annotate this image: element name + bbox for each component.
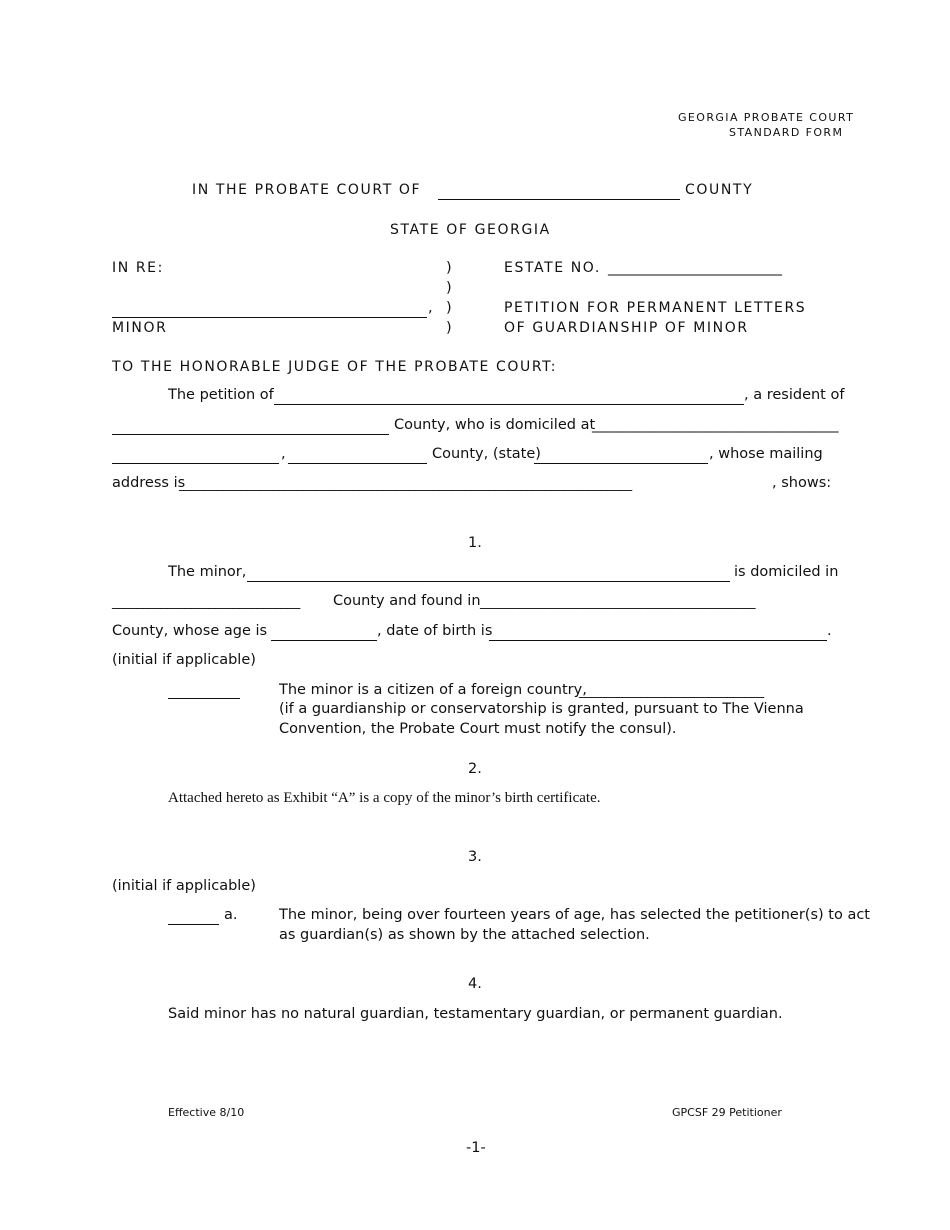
selection-initial-field[interactable]	[168, 924, 219, 925]
court-header-line1: GEORGIA PROBATE COURT	[678, 111, 855, 124]
intro-comma: ,	[281, 446, 286, 462]
selection-line1: The minor, being over fourteen years of age, has selected the petitioner(s) to act	[279, 907, 870, 923]
dob-label: , date of birth is	[377, 623, 493, 639]
minor-name-field[interactable]	[112, 317, 427, 318]
county-found-in-label: County and found in	[333, 593, 481, 609]
form-id: GPCSF 29 Petitioner	[672, 1106, 782, 1119]
estate-no-field[interactable]: ________________________	[608, 260, 782, 276]
foreign-country-field[interactable]: ______________________________	[579, 683, 764, 699]
estate-no-label: ESTATE NO.	[504, 260, 601, 276]
address-is-label: address is	[112, 475, 186, 491]
section-4-number: 4.	[468, 976, 482, 992]
effective-date: Effective 8/10	[168, 1106, 245, 1119]
court-header-line2: STANDARD FORM	[729, 126, 844, 139]
section-2-text: Attached hereto as Exhibit “A” is a copy of the minor’s birth certificate.	[168, 790, 601, 806]
minor-domicile-county-field[interactable]: _______________________________	[112, 594, 300, 610]
court-suffix: COUNTY	[685, 182, 754, 198]
section-4-text: Said minor has no natural guardian, testamentary guardian, or permanent guardian.	[168, 1006, 783, 1022]
paren-4: )	[446, 320, 452, 336]
domicile-state-field[interactable]	[534, 463, 708, 464]
petition-of-label: The petition of	[168, 387, 274, 403]
citizen-initial-field[interactable]	[168, 698, 240, 699]
petitioner-county-field[interactable]	[112, 434, 389, 435]
the-minor-label: The minor,	[168, 564, 247, 580]
domicile-address-field[interactable]: __________________________________	[592, 417, 839, 433]
salutation: TO THE HONORABLE JUDGE OF THE PROBATE COURT:	[112, 359, 558, 375]
minor-found-county-field[interactable]: ___________________________________________	[480, 594, 756, 610]
petitioner-name-field[interactable]	[274, 404, 744, 405]
domiciled-at-label: County, who is domiciled at	[394, 417, 596, 433]
petition-title-line2: OF GUARDIANSHIP OF MINOR	[504, 320, 749, 336]
paren-2: )	[446, 280, 452, 296]
is-domiciled-in-label: is domiciled in	[734, 564, 839, 580]
section-2-number: 2.	[468, 761, 482, 777]
petition-title-line1: PETITION FOR PERMANENT LETTERS	[504, 300, 807, 316]
court-prefix: IN THE PROBATE COURT OF	[192, 182, 422, 198]
in-re-label: IN RE:	[112, 260, 164, 276]
county-age-label: County, whose age is	[112, 623, 268, 639]
minor-full-name-field[interactable]	[247, 581, 730, 582]
state-title: STATE OF GEORGIA	[390, 222, 551, 238]
selection-line2: as guardian(s) as shown by the attached selection.	[279, 927, 650, 943]
initial-if-applicable-1: (initial if applicable)	[112, 652, 256, 668]
minor-dob-field[interactable]	[489, 640, 827, 641]
mailing-address-field[interactable]: _________________________________________________________________________	[179, 476, 632, 492]
initial-if-applicable-2: (initial if applicable)	[112, 878, 256, 894]
resident-of-label: , a resident of	[744, 387, 845, 403]
vienna-line1: (if a guardianship or conservatorship is granted, pursuant to The Vienna	[279, 701, 804, 717]
dob-period: .	[827, 623, 832, 639]
paren-1: )	[446, 260, 452, 276]
county-name-field[interactable]	[438, 199, 680, 200]
minor-age-field[interactable]	[271, 640, 377, 641]
shows-label: , shows:	[772, 475, 832, 491]
domicile-city-field[interactable]	[112, 463, 279, 464]
caption-comma: ,	[428, 300, 433, 316]
mailing-label: , whose mailing	[709, 446, 823, 462]
paren-3: )	[446, 300, 452, 316]
county-state-label: County, (state)	[432, 446, 541, 462]
section-3-number: 3.	[468, 849, 482, 865]
vienna-line2: Convention, the Probate Court must notify the consul).	[279, 721, 677, 737]
citizen-text: The minor is a citizen of a foreign country,	[279, 682, 587, 698]
page-number: -1-	[466, 1140, 486, 1156]
minor-label: MINOR	[112, 320, 168, 336]
domicile-county-field[interactable]	[288, 463, 427, 464]
item-a-letter: a.	[224, 907, 238, 923]
section-1-number: 1.	[468, 535, 482, 551]
